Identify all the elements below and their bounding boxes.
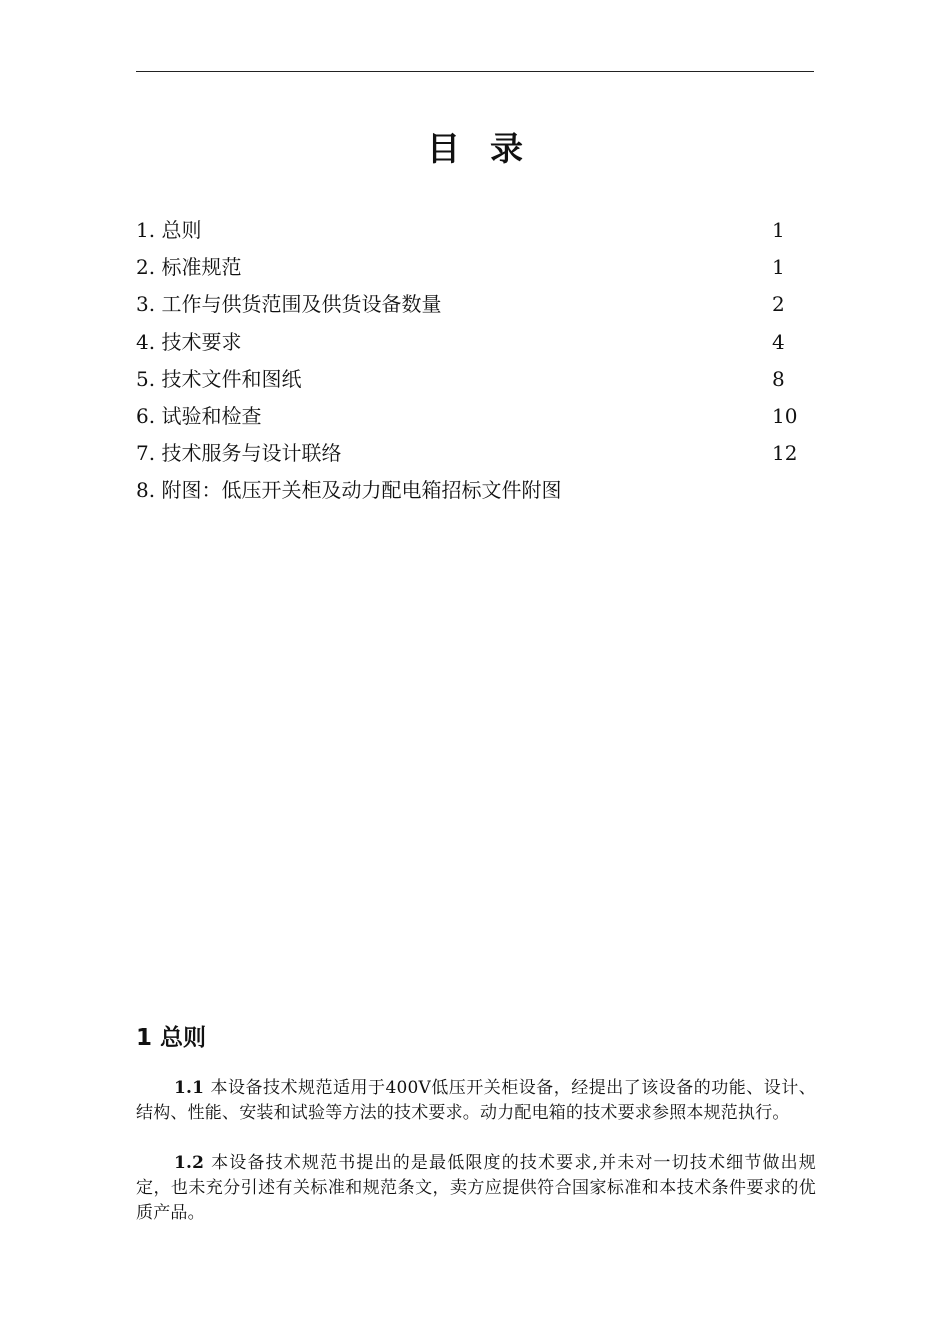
paragraph xyxy=(136,1076,816,1126)
toc-entry-page: 1 xyxy=(772,218,785,242)
toc-entry-label: 3. 工作与供货范围及供货设备数量 xyxy=(136,292,442,317)
clause-number: 1.2 xyxy=(174,1153,205,1173)
toc-entry-label: 1. 总则 xyxy=(136,218,202,242)
toc-entry-label: 7. 技术服务与设计联络 xyxy=(136,441,342,466)
toc-list xyxy=(136,212,816,510)
toc-entry xyxy=(136,286,816,323)
section-heading: 1 总则 xyxy=(136,1025,207,1051)
paragraph-text: 本设备技术规范适用于400V低压开关柜设备，经提出了该设备的功能、设计、结构、性能、安装和试验等方法的技术要求。动力配电箱的技术要求参照本规范执行。 xyxy=(136,1078,816,1123)
toc-entry-label: 2. 标准规范 xyxy=(136,255,242,280)
toc-entry xyxy=(136,212,816,249)
toc-entry xyxy=(136,472,816,509)
header-rule xyxy=(136,71,814,72)
toc-entry-page: 12 xyxy=(772,441,798,466)
toc-entry-label: 4. 技术要求 xyxy=(136,329,242,354)
toc-entry-page: 2 xyxy=(772,292,785,317)
toc-entry xyxy=(136,361,816,398)
toc-entry-label: 6. 试验和检查 xyxy=(136,403,262,428)
paragraph xyxy=(136,1151,816,1226)
toc-entry xyxy=(136,249,816,286)
toc-entry-label: 8. 附图：低压开关柜及动力配电箱招标文件附图 xyxy=(136,478,562,503)
toc-entry-page: 4 xyxy=(772,329,785,354)
toc-entry-label: 5. 技术文件和图纸 xyxy=(136,366,302,391)
clause-number: 1.1 xyxy=(174,1078,205,1098)
paragraph-text: 本设备技术规范书提出的是最低限度的技术要求,并未对一切技术细节做出规定，也未充分引述有关标准和规范条文，卖方应提供符合国家标准和本技术条件要求的优质产品。 xyxy=(136,1153,816,1223)
toc-entry xyxy=(136,398,816,435)
toc-entry-page: 1 xyxy=(772,255,785,280)
toc-title: 目录 xyxy=(427,129,553,168)
toc-entry-page: 8 xyxy=(772,366,785,391)
toc-entry-page: 10 xyxy=(772,403,798,428)
toc-entry xyxy=(136,324,816,361)
toc-entry xyxy=(136,435,816,472)
